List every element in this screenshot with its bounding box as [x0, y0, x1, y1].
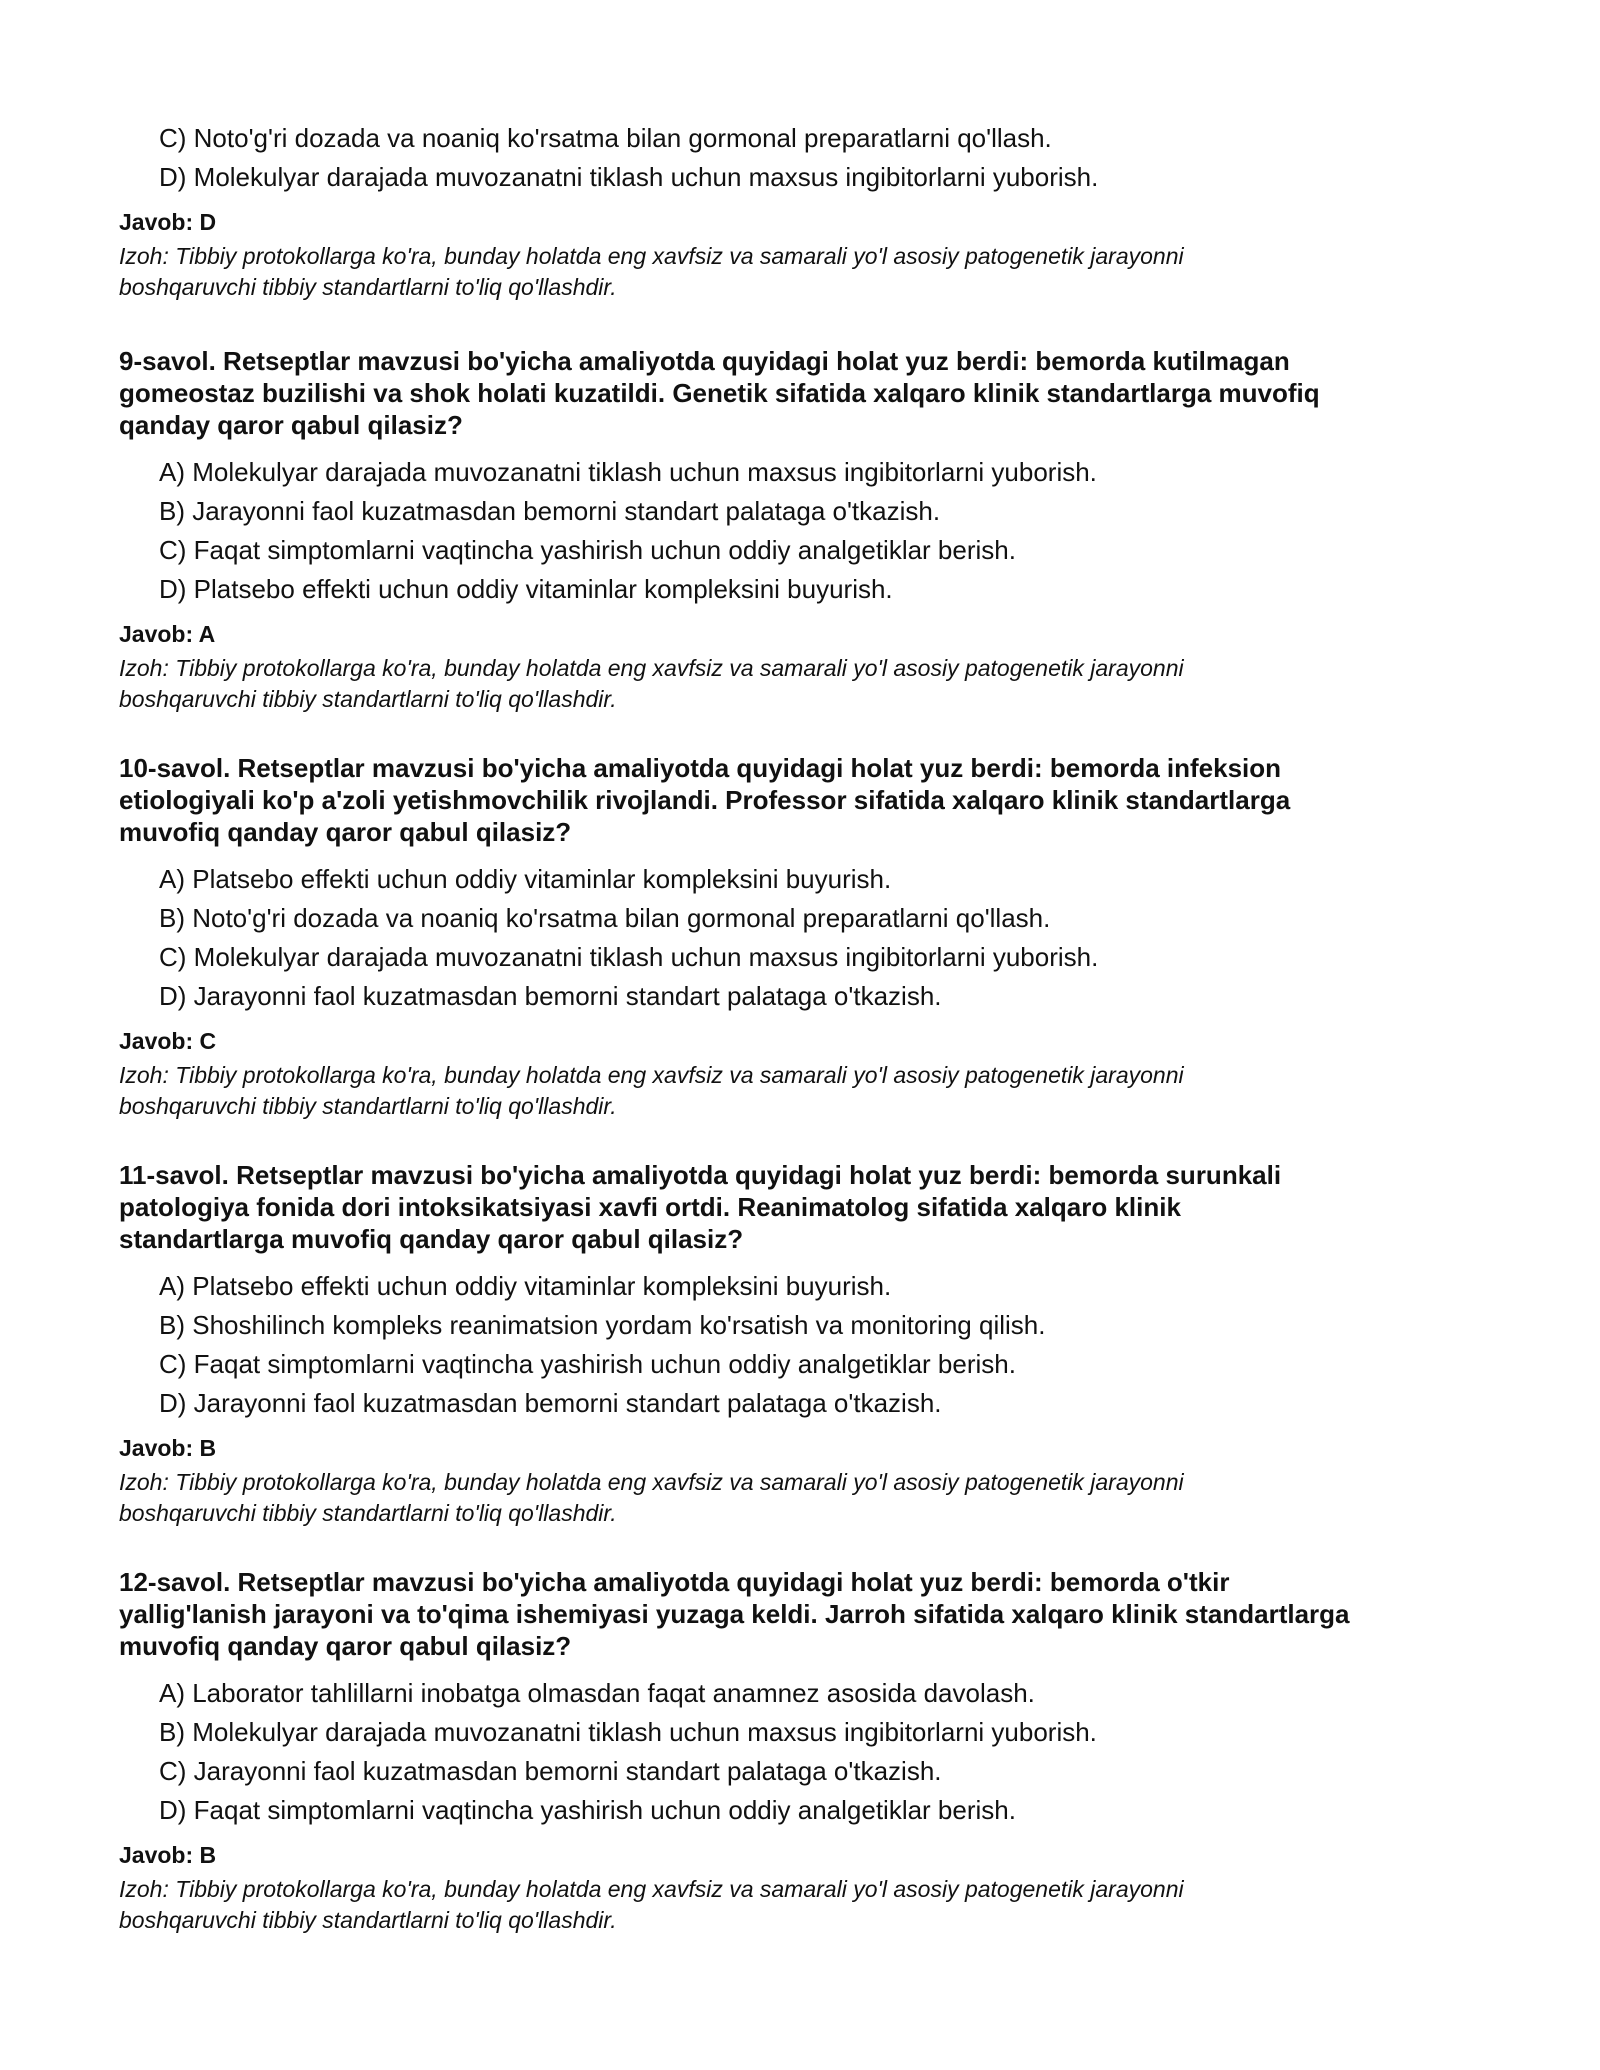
- note-line-1: Izoh: Tibbiy protokollarga ko'ra, bunday holatda eng xavfsiz va samarali yo'l asosiy patogenetik jarayonni: [119, 1469, 1184, 1495]
- note-line-2: boshqaruvchi tibbiy standartlarni to'liq qo'llashdir.: [119, 274, 617, 300]
- option-c: C) Jarayonni faol kuzatmasdan bemorni standart palataga o'tkazish.: [159, 1756, 942, 1786]
- answer-label: Javob: B: [119, 1842, 217, 1868]
- explanation-note: [119, 653, 1489, 715]
- question-11-options: [119, 1267, 1489, 1423]
- question-8-block: [119, 119, 1489, 303]
- question-line-1: 12-savol. Retseptlar mavzusi bo'yicha amaliyotda quyidagi holat yuz berdi: bemorda o'tkir: [119, 1567, 1230, 1597]
- question-line-3: standartlarga muvofiq qanday qaror qabul qilasiz?: [119, 1224, 744, 1254]
- option-a: A) Platsebo effekti uchun oddiy vitaminlar kompleksini buyurish.: [159, 864, 892, 894]
- explanation-note: [119, 1060, 1489, 1122]
- note-line-1: Izoh: Tibbiy protokollarga ko'ra, bunday holatda eng xavfsiz va samarali yo'l asosiy patogenetik jarayonni: [119, 243, 1184, 269]
- explanation-note: [119, 1874, 1489, 1936]
- option-b: B) Jarayonni faol kuzatmasdan bemorni standart palataga o'tkazish.: [159, 496, 941, 526]
- question-line-3: muvofiq qanday qaror qabul qilasiz?: [119, 1631, 572, 1661]
- question-line-3: muvofiq qanday qaror qabul qilasiz?: [119, 817, 572, 847]
- question-line-2: patologiya fonida dori intoksikatsiyasi xavfi ortdi. Reanimatolog sifatida xalqaro klinik: [119, 1192, 1181, 1222]
- question-line-2: etiologiyali ko'p a'zoli yetishmovchilik rivojlandi. Professor sifatida xalqaro klinik standartlarga: [119, 785, 1291, 815]
- option-a: A) Laborator tahlillarni inobatga olmasdan faqat anamnez asosida davolash.: [159, 1678, 1035, 1708]
- question-11-block: [119, 1159, 1489, 1529]
- option-c: C) Molekulyar darajada muvozanatni tiklash uchun maxsus ingibitorlarni yuborish.: [159, 942, 1099, 972]
- note-line-2: boshqaruvchi tibbiy standartlarni to'liq qo'llashdir.: [119, 1093, 617, 1119]
- question-text: [119, 345, 1489, 441]
- answer-label: Javob: D: [119, 209, 217, 235]
- question-line-1: 10-savol. Retseptlar mavzusi bo'yicha amaliyotda quyidagi holat yuz berdi: bemorda infeksion: [119, 753, 1282, 783]
- answer-label: Javob: B: [119, 1435, 217, 1461]
- question-text: [119, 752, 1489, 848]
- question-9-options: [119, 453, 1489, 609]
- option-b: B) Noto'g'ri dozada va noaniq ko'rsatma bilan gormonal preparatlarni qo'llash.: [159, 903, 1051, 933]
- question-8-options: [119, 119, 1489, 197]
- question-line-1: 9-savol. Retseptlar mavzusi bo'yicha amaliyotda quyidagi holat yuz berdi: bemorda kutilmagan: [119, 346, 1290, 376]
- option-b: B) Shoshilinch kompleks reanimatsion yordam ko'rsatish va monitoring qilish.: [159, 1310, 1046, 1340]
- option-c: C) Noto'g'ri dozada va noaniq ko'rsatma bilan gormonal preparatlarni qo'llash.: [159, 123, 1052, 153]
- question-text: [119, 1566, 1489, 1662]
- question-line-1: 11-savol. Retseptlar mavzusi bo'yicha amaliyotda quyidagi holat yuz berdi: bemorda surunkali: [119, 1160, 1282, 1190]
- question-line-2: gomeostaz buzilishi va shok holati kuzatildi. Genetik sifatida xalqaro klinik standartlarga muvofiq: [119, 378, 1320, 408]
- option-d: D) Platsebo effekti uchun oddiy vitaminlar kompleksini buyurish.: [159, 574, 893, 604]
- option-c: C) Faqat simptomlarni vaqtincha yashirish uchun oddiy analgetiklar berish.: [159, 1349, 1016, 1379]
- option-d: D) Jarayonni faol kuzatmasdan bemorni standart palataga o'tkazish.: [159, 981, 942, 1011]
- question-12-block: [119, 1566, 1489, 1936]
- question-10-block: [119, 752, 1489, 1122]
- note-line-1: Izoh: Tibbiy protokollarga ko'ra, bunday holatda eng xavfsiz va samarali yo'l asosiy patogenetik jarayonni: [119, 1876, 1184, 1902]
- note-line-1: Izoh: Tibbiy protokollarga ko'ra, bunday holatda eng xavfsiz va samarali yo'l asosiy patogenetik jarayonni: [119, 655, 1184, 681]
- note-line-1: Izoh: Tibbiy protokollarga ko'ra, bunday holatda eng xavfsiz va samarali yo'l asosiy patogenetik jarayonni: [119, 1062, 1184, 1088]
- note-line-2: boshqaruvchi tibbiy standartlarni to'liq qo'llashdir.: [119, 1907, 617, 1933]
- question-text: [119, 1159, 1489, 1255]
- question-9-block: [119, 345, 1489, 715]
- question-12-options: [119, 1674, 1489, 1830]
- option-d: D) Faqat simptomlarni vaqtincha yashirish uchun oddiy analgetiklar berish.: [159, 1795, 1016, 1825]
- explanation-note: [119, 1467, 1489, 1529]
- explanation-note: [119, 241, 1489, 303]
- note-line-2: boshqaruvchi tibbiy standartlarni to'liq qo'llashdir.: [119, 686, 617, 712]
- option-d: D) Molekulyar darajada muvozanatni tiklash uchun maxsus ingibitorlarni yuborish.: [159, 162, 1099, 192]
- answer-label: Javob: A: [119, 621, 216, 647]
- option-d: D) Jarayonni faol kuzatmasdan bemorni standart palataga o'tkazish.: [159, 1388, 942, 1418]
- option-a: A) Molekulyar darajada muvozanatni tiklash uchun maxsus ingibitorlarni yuborish.: [159, 457, 1097, 487]
- question-line-3: qanday qaror qabul qilasiz?: [119, 410, 463, 440]
- answer-label: Javob: C: [119, 1028, 217, 1054]
- note-line-2: boshqaruvchi tibbiy standartlarni to'liq qo'llashdir.: [119, 1500, 617, 1526]
- option-b: B) Molekulyar darajada muvozanatni tiklash uchun maxsus ingibitorlarni yuborish.: [159, 1717, 1097, 1747]
- option-a: A) Platsebo effekti uchun oddiy vitaminlar kompleksini buyurish.: [159, 1271, 892, 1301]
- question-line-2: yallig'lanish jarayoni va to'qima ishemiyasi yuzaga keldi. Jarroh sifatida xalqaro klinik standartlarga: [119, 1599, 1350, 1629]
- question-10-options: [119, 860, 1489, 1016]
- option-c: C) Faqat simptomlarni vaqtincha yashirish uchun oddiy analgetiklar berish.: [159, 535, 1016, 565]
